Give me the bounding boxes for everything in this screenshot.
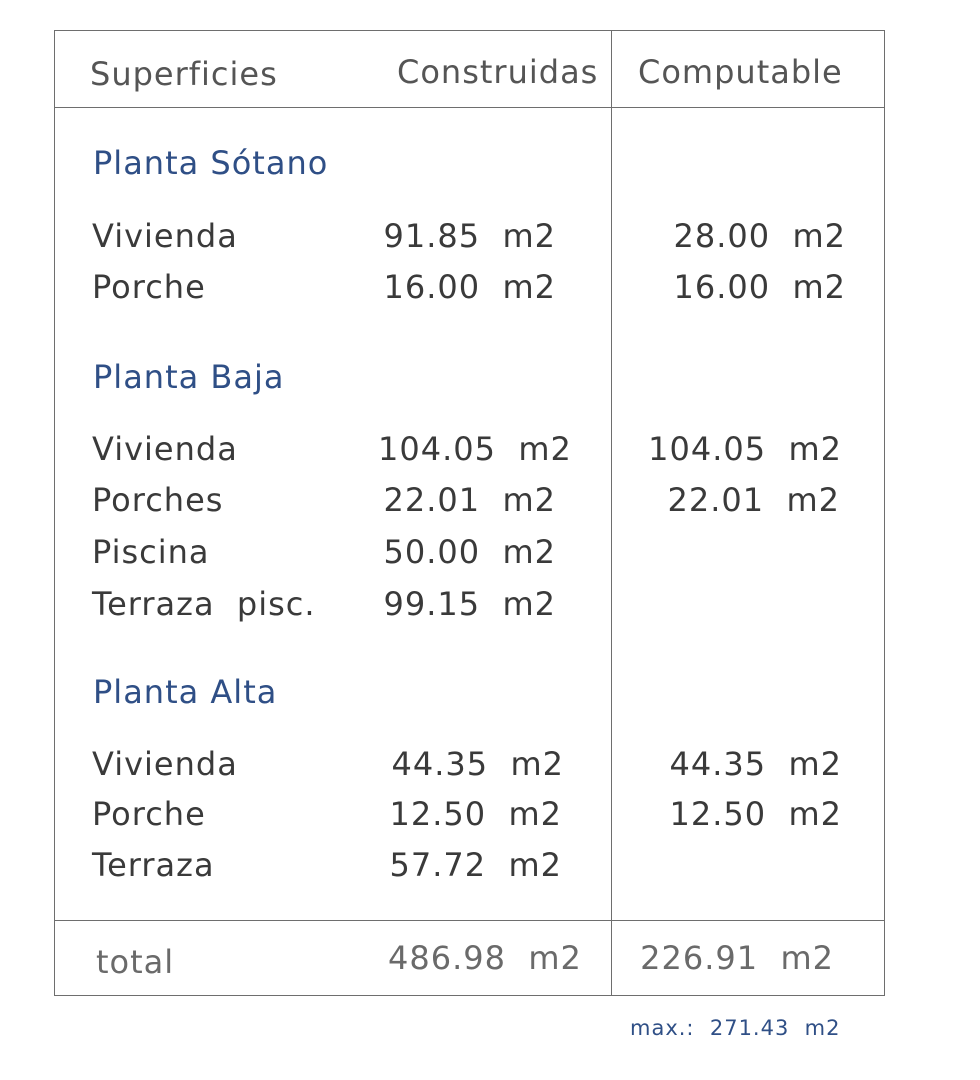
row-construidas: 16.00 m2 [383, 268, 556, 306]
header-computable: Computable [638, 53, 843, 91]
row-label: Piscina [92, 533, 210, 571]
row-label: Terraza [92, 846, 215, 884]
row-label: Porche [92, 795, 206, 833]
row-label: Vivienda [92, 217, 238, 255]
section-title-baja: Planta Baja [93, 358, 285, 396]
header-construidas: Construidas [397, 53, 599, 91]
row-label: Terraza pisc. [92, 585, 316, 623]
row-construidas: 104.05 m2 [378, 430, 572, 468]
row-computable: 12.50 m2 [669, 795, 842, 833]
section-title-sotano: Planta Sótano [93, 144, 329, 182]
row-computable: 104.05 m2 [648, 430, 842, 468]
row-construidas: 12.50 m2 [389, 795, 562, 833]
total-construidas: 486.98 m2 [388, 939, 582, 977]
row-label: Porches [92, 481, 224, 519]
row-construidas: 50.00 m2 [383, 533, 556, 571]
row-label: Vivienda [92, 745, 238, 783]
row-construidas: 99.15 m2 [383, 585, 556, 623]
row-construidas: 22.01 m2 [383, 481, 556, 519]
section-title-alta: Planta Alta [93, 673, 278, 711]
header-divider [54, 107, 885, 108]
row-computable: 22.01 m2 [667, 481, 840, 519]
column-divider [611, 30, 612, 996]
row-computable: 28.00 m2 [673, 217, 846, 255]
total-label: total [96, 943, 175, 981]
row-computable: 44.35 m2 [669, 745, 842, 783]
total-computable: 226.91 m2 [640, 939, 834, 977]
max-note: max.: 271.43 m2 [630, 1016, 841, 1040]
row-computable: 16.00 m2 [673, 268, 846, 306]
row-construidas: 91.85 m2 [383, 217, 556, 255]
row-construidas: 44.35 m2 [391, 745, 564, 783]
row-label: Porche [92, 268, 206, 306]
total-divider [54, 920, 885, 921]
header-superficies: Superficies [90, 55, 278, 93]
row-construidas: 57.72 m2 [389, 846, 562, 884]
row-label: Vivienda [92, 430, 238, 468]
